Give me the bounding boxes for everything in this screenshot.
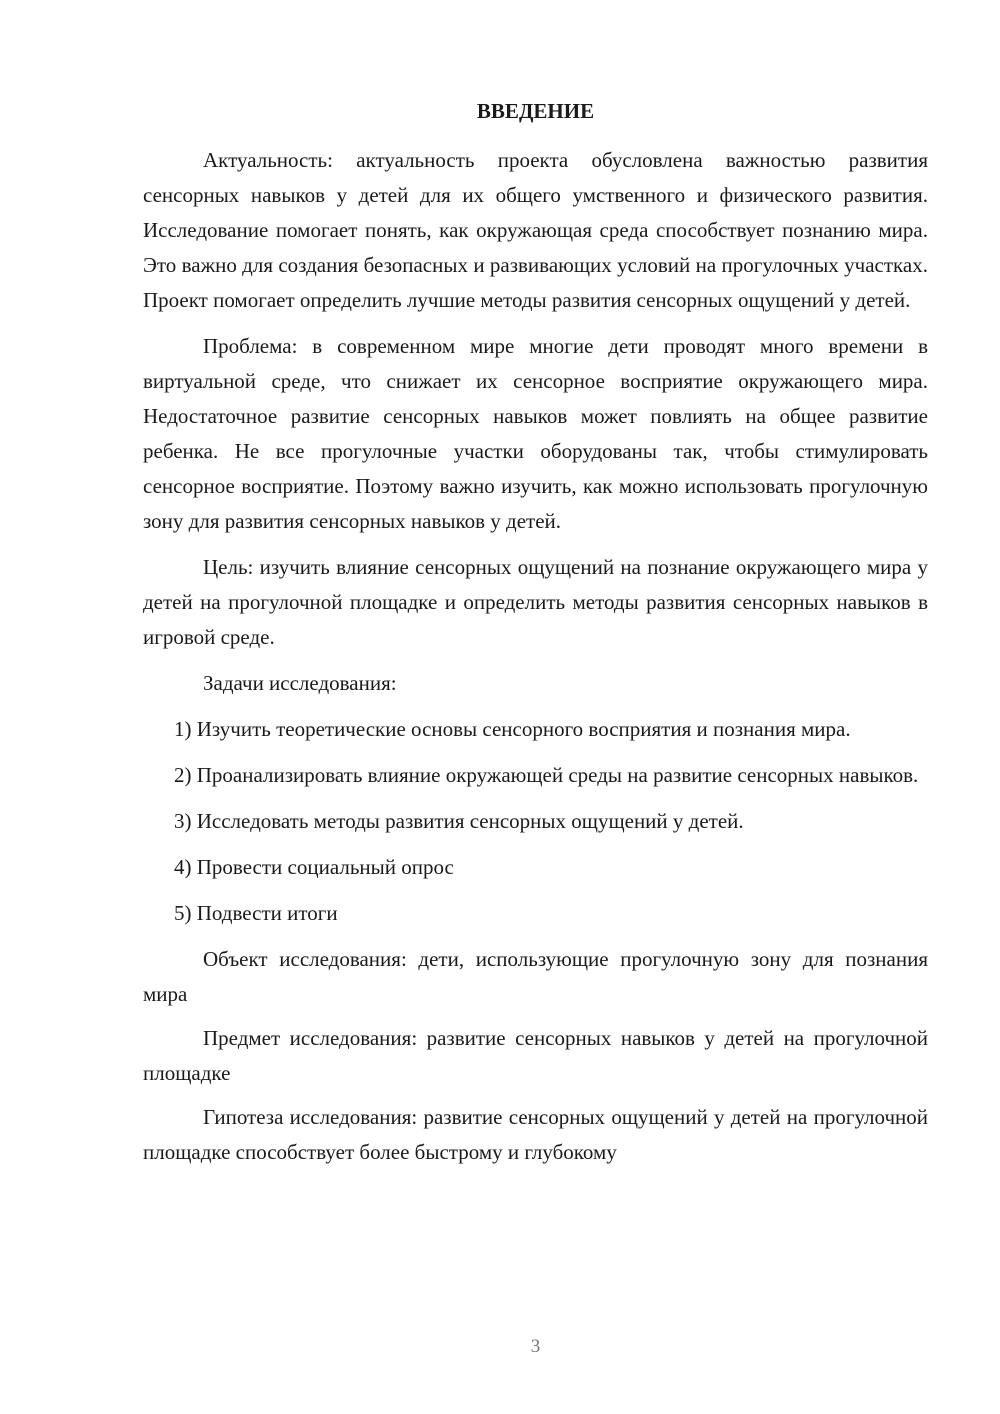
task-item-2: 2) Проанализировать влияние окружающей среды на развитие сенсорных навыков.: [174, 763, 919, 787]
task-item-3: 3) Исследовать методы развития сенсорных ощущений у детей.: [174, 809, 744, 833]
document-page: [143, 0, 928, 1414]
task-item-4: 4) Провести социальный опрос: [174, 855, 454, 879]
paragraph-object: Объект исследования: дети, использующие прогулочную зону для познания мира: [143, 947, 928, 1006]
page-number: 3: [530, 1336, 541, 1357]
paragraph-problem: Проблема: в современном мире многие дети проводят много времени в виртуальной среде, что снижает их сенсорное восприятие окружающего мира. Недостаточное развитие сенсорных навыков может повлиять на общее развитие ребенка. Не все прогулочные участки оборудованы так, чтобы стимулировать сенсорное восприятие. Поэтому важно изучить, как можно использовать прогулочную зону для развития сенсорных навыков у детей.: [143, 334, 928, 533]
paragraph-hypothesis: Гипотеза исследования: развитие сенсорных ощущений у детей на прогулочной площадке способствует более быстрому и глубокому: [143, 1105, 928, 1164]
paragraph-relevance: Актуальность: актуальность проекта обусловлена важностью развития сенсорных навыков у детей для их общего умственного и физического развития. Исследование помогает понять, как окружающая среда способствует познанию мира. Это важно для создания безопасных и развивающих условий на прогулочных участках. Проект помогает определить лучшие методы развития сенсорных ощущений у детей.: [143, 148, 928, 312]
tasks-heading: Задачи исследования:: [203, 671, 397, 695]
task-item-1: 1) Изучить теоретические основы сенсорного восприятия и познания мира.: [174, 717, 851, 741]
paragraph-goal: Цель: изучить влияние сенсорных ощущений на познание окружающего мира у детей на прогулочной площадке и определить методы развития сенсорных навыков в игровой среде.: [143, 555, 928, 649]
section-title: ВВЕДЕНИЕ: [476, 99, 595, 123]
document-body: [143, 143, 928, 1179]
task-item-5: 5) Подвести итоги: [174, 901, 338, 925]
paragraph-subject: Предмет исследования: развитие сенсорных навыков у детей на прогулочной площадке: [143, 1026, 928, 1085]
